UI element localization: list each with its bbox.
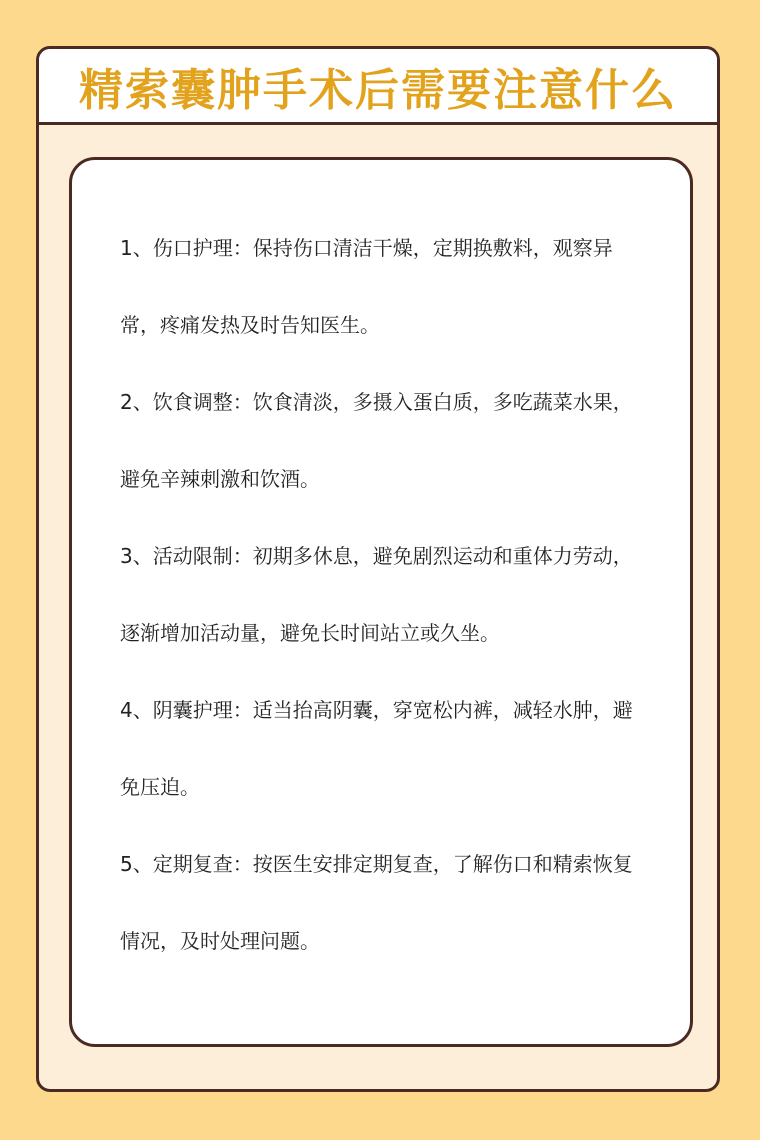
care-item-activity: 3、活动限制：初期多休息，避免剧烈运动和重体力劳动，逐渐增加活动量，避免长时间站立或久坐。 xyxy=(120,544,633,645)
page-title: 精索囊肿手术后需要注意什么 xyxy=(79,64,677,116)
care-item-diet: 2、饮食调整：饮食清淡，多摄入蛋白质，多吃蔬菜水果，避免辛辣刺激和饮酒。 xyxy=(120,390,633,491)
title-bar xyxy=(39,49,717,125)
care-item-wound: 1、伤口护理：保持伤口清洁干燥，定期换敷料，观察异常，疼痛发热及时告知医生。 xyxy=(120,236,613,337)
care-item-followup: 5、定期复查：按医生安排定期复查，了解伤口和精索恢复情况，及时处理问题。 xyxy=(120,852,633,953)
care-list xyxy=(120,210,644,980)
care-item-scrotum: 4、阴囊护理：适当抬高阴囊，穿宽松内裤，减轻水肿，避免压迫。 xyxy=(120,698,633,799)
content-box xyxy=(69,157,693,1047)
info-card xyxy=(36,46,720,1092)
